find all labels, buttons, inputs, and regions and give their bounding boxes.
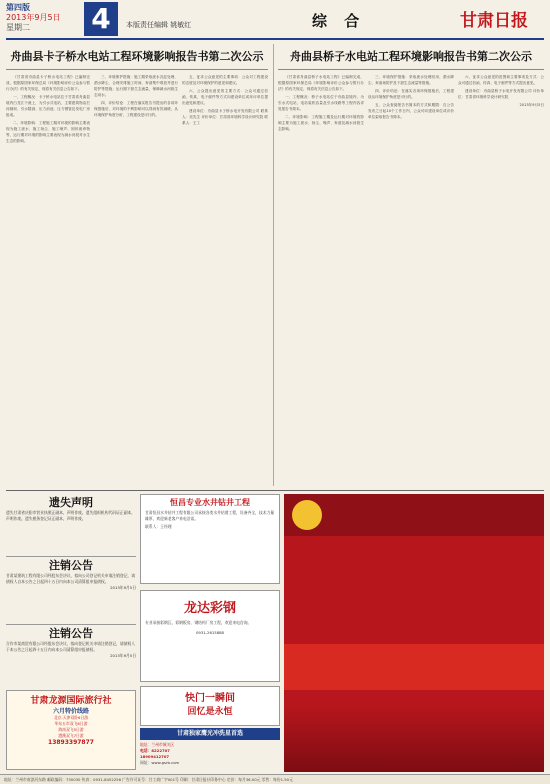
photo-express-ad-subtitle: 回忆是永恒: [187, 707, 233, 717]
well-drilling-ad: [140, 494, 280, 584]
travel-ad-phone: 13893397877: [48, 739, 94, 746]
paragraph: 三、环境保护措施：采取废水处理回用、洒水降尘、弃渣场防护及下泄生态流量等措施。: [368, 75, 454, 85]
travel-ad-line: 华东五市双飞6日游: [54, 721, 88, 726]
paragraph: 一、工程概况：卡子桥水电站位于甘肃省舟曲县境内白龙江干流上，为引水式电站，主要建筑物由拦河闸坝、引水隧洞、压力前池、压力钢管及发电厂房组成。: [6, 95, 90, 117]
travel-ad-title: 甘肃龙源国际旅行社: [30, 696, 112, 706]
contact-ad-address: 地址：兰州市城关区: [140, 742, 175, 747]
article-date: 2013年9月5日: [519, 103, 544, 107]
masthead: [0, 0, 550, 40]
photo-express-tagline: 甘肃独家鹰光冲洗星首选: [140, 728, 280, 740]
contact-ad: [140, 742, 280, 772]
cancel-notice-2-text: 合作市某商贸有限公司经股东会决议，拟向登记机关申请注销登记，请债权人于本公告之日起四十五日内向本公司清算组申报债权。: [6, 641, 136, 652]
newspaper-logo: 甘肃日报: [460, 11, 528, 31]
lost-notice: [6, 494, 136, 552]
cts-logo: [292, 500, 322, 530]
editors-credit: 本版责任编辑 姚敏红: [126, 21, 192, 29]
edition-label: 第四版: [6, 3, 30, 12]
cancel-notice-1-date: 2013年9月5日: [110, 585, 136, 590]
paragraph: 六、公众提出意见的主要方式：公众可通过信函、传真、电子邮件等方式向建设单位或环评单位提出意见和建议。: [182, 89, 268, 105]
travel-ad-line: 海南双飞5日游: [58, 727, 84, 732]
cts-bottom-panel: [284, 704, 544, 772]
masthead-rule: [6, 38, 544, 40]
well-drilling-ad-contact: 联系人：王经理: [145, 524, 172, 529]
cts-anniversary-ad: [284, 494, 544, 772]
paragraph: 六、征求公众意见的范围和主要事项及方式：公众可通过信函、传真、电子邮件等方式提出意见。: [458, 75, 544, 85]
cancel-notice-2: [6, 624, 136, 686]
color-steel-ad: [140, 590, 280, 682]
left-article-col3: [182, 74, 268, 486]
right-article-col1: [278, 74, 364, 486]
paragraph: 五、征求公众意见的主要事项：公众对工程建设的态度及对环境保护的意见和建议。: [182, 75, 268, 85]
right-article-headline: 舟曲县桥子水电站工程环境影响报告书第二次公示: [278, 44, 544, 70]
left-article-col1: [6, 74, 90, 486]
paragraph: 二、环境影响：工程施工期及运行期对环境的影响主要为施工废水、扬尘、噪声、弃渣及减水河段生态影响。: [278, 115, 364, 131]
paragraph: 二、环境影响：工程施工期对环境的影响主要表现为施工废水、施工扬尘、施工噪声、固体废弃物等，运行期对环境的影响主要表现为减水河段对水生生态的影响。: [6, 121, 90, 143]
left-article-headline: 舟曲县卡子桥水电站工程环境影响报告书第二次公示: [6, 44, 268, 70]
travel-ad: [6, 690, 136, 770]
lost-notice-title: 遗失声明: [49, 496, 93, 509]
lost-notice-text: 遗失甘肃省庆阳市营业执照正副本，声明作废。遗失组织机构代码证正副本，声明作废。遗失税务登记证正副本，声明作废。: [6, 510, 136, 521]
contact-ad-phone: 18909412707: [140, 754, 170, 759]
paragraph: 四、评价结论：工程在落实报告书提出的各项环保措施后，对环境的不利影响可以得到有效减缓，从环境保护角度分析，工程建设是可行的。: [94, 101, 178, 117]
cts-banner: [284, 494, 544, 536]
paragraph: 五、公众查阅报告书简本的方式和期限：自公告发布之日起10个工作日内，公众可向建设单位或评价单位索取报告书简本。: [368, 103, 454, 119]
paragraph: 《甘肃省舟曲县桥子水电站工程》已编制完成，根据原国家环保总局《环境影响评价公众参与暂行办法》的有关规定，现将有关信息公告如下。: [278, 75, 364, 91]
issue-weekday: 星期二: [6, 23, 30, 32]
paragraph: 三、环境保护措施：施工期采取废水沉淀处理、洒水降尘、合理安排施工时间、弃渣集中堆放并进行防护等措施；运行期下泄生态流量，保障减水河段生态用水。: [94, 75, 178, 97]
paragraph: 一、工程概况：桥子水电站位于舟曲县境内，为引水式电站，电站装机容量及引水线路等工程内容详见报告书简本。: [278, 95, 364, 111]
paragraph: 《甘肃省舟曲县卡子桥水电站工程》已编制完成，根据原国家环保总局《环境影响评价公众参与暂行办法》的有关规定，现将有关信息公告如下。: [6, 75, 90, 91]
travel-ad-subtitle: 六月特价线路: [52, 708, 89, 715]
photo-express-ad: [140, 686, 280, 726]
paragraph: 四、评价结论：在落实各项环保措施后，工程建设从环境保护角度是可行的。: [368, 89, 454, 99]
contacts: 建设单位：舟曲县桥子水电开发有限公司 评价单位：甘肃省环境科学设计研究院: [458, 89, 544, 99]
color-steel-ad-text: 专业承接彩钢瓦、彩钢板房、钢结构厂房工程，欢迎来电咨询。: [145, 620, 252, 625]
cancel-notice-1-text: 甘肃某建筑工程有限公司经股东会决议，拟向公司登记机关申请注销登记，请债权人自本公告之日起四十五日内向本公司清算组申报债权。: [6, 573, 136, 584]
section-title: 综 合: [312, 12, 366, 30]
color-steel-ad-phone: 0931-2615888: [196, 630, 224, 635]
cancel-notice-2-title: 注销公告: [49, 627, 93, 640]
right-article-col2: [368, 74, 454, 486]
page-number: 4: [84, 2, 118, 36]
cts-slogan-band: [284, 644, 544, 690]
photo-express-ad-title: 快门一瞬间: [185, 693, 235, 704]
left-article-col2: [94, 74, 178, 486]
edition-info: [6, 3, 61, 33]
well-drilling-ad-text: 甘肃恒昌水井钻井工程有限公司承接各类水井钻凿工程，设备齐全，技术力量雄厚，欢迎新老客户来电洽谈。: [145, 510, 275, 521]
contact-ad-note: 网址：www.gsrb.com: [140, 760, 180, 765]
travel-ad-line: 北京-天津双卧6日游: [53, 715, 89, 720]
well-drilling-ad-title: 恒昌专业水井钻井工程: [170, 498, 250, 507]
cancel-notice-2-date: 2013年9月5日: [110, 653, 136, 658]
cancel-notice-1-title: 注销公告: [49, 559, 93, 572]
color-steel-ad-title: 龙达彩钢: [183, 601, 236, 616]
contacts: 建设单位：舟曲县卡子桥水电开发有限公司 联系人：吴先生 评价单位：甘肃省环境科学设计研究院 联系人：王工: [182, 109, 268, 125]
cancel-notice-1: [6, 556, 136, 620]
issue-date: 2013年9月5日: [6, 13, 61, 22]
contact-ad-phone: 电话：8222707: [140, 748, 170, 753]
column-divider: [273, 44, 274, 486]
footer-info: 地址：兰州市南滨河东路 邮政编码：730030 传真：0931-8452256 广告许可证号：甘工商广字001号 印刷：甘肃日报社印务中心 定价：每月36.00元 零售：每份1.50元: [0, 774, 550, 784]
section-divider: [6, 490, 544, 491]
right-article-col3: [458, 74, 544, 486]
travel-ad-line: 港澳双飞7日游: [58, 733, 84, 738]
